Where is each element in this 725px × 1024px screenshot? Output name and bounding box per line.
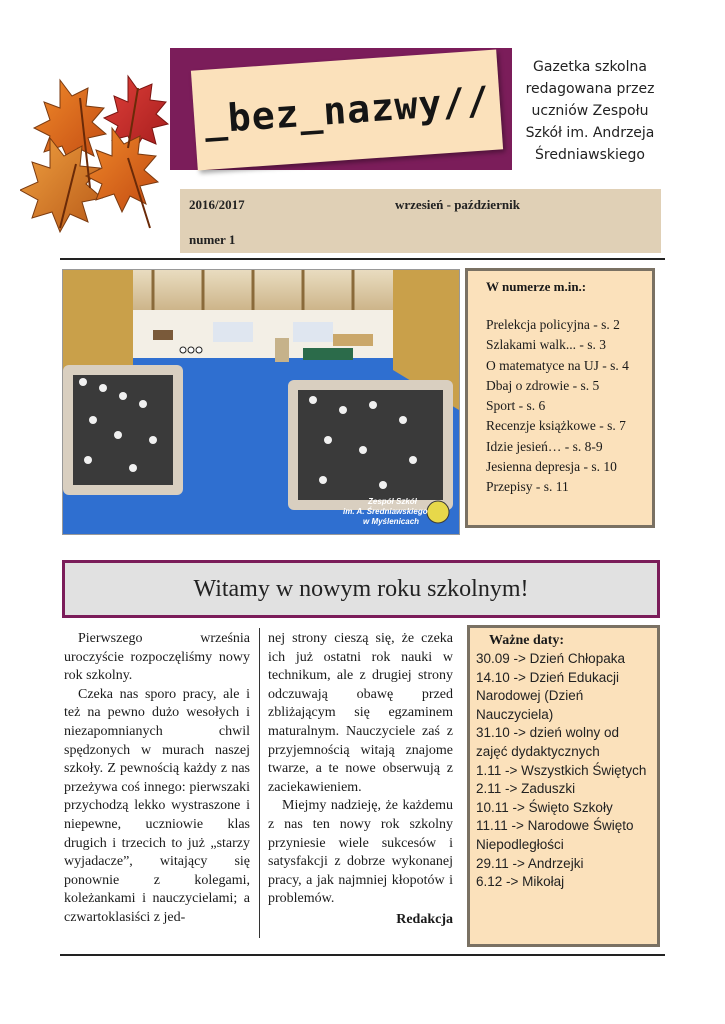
- assembly-photo: [62, 269, 460, 535]
- issue-number: numer 1: [189, 232, 236, 247]
- column-divider: [259, 628, 260, 938]
- photo-watermark-line2: im. A. Średniawskiego: [343, 507, 428, 516]
- contents-item: Jesienna depresja - s. 10: [486, 459, 617, 475]
- date-item: 1.11 -> Wszystkich Świętych: [476, 762, 647, 778]
- date-item: 29.11 -> Andrzejki: [476, 855, 584, 871]
- divider-rule: [60, 258, 665, 260]
- autumn-leaves-logo: [20, 68, 180, 238]
- photo-watermark-line1: Zespół Szkół: [368, 497, 417, 506]
- article-paragraph: Czeka nas sporo pracy, ale i też na pewno dużo wesołych i niezapomnianych chwil spędzonych w murach naszej szkoły. Z pewnością każdy z nas przeżywa coś innego: pierwszaki przychodzą lekko wystraszone i niepewne, uczniowie klas drugich i trzecich to już „starzy wyjadacze”, witający się ponownie z kolegami, koleżankami i nauczycielami; a czwartoklasiści z jed-: [64, 686, 250, 925]
- newspaper-title: _bez_nazwy//: [202, 78, 492, 142]
- date-item: 30.09 -> Dzień Chłopaka: [476, 651, 625, 666]
- contents-box: [465, 268, 655, 528]
- article-headline: Witamy w nowym roku szkolnym!: [193, 575, 529, 602]
- newspaper-tagline: Gazetka szkolna redagowana przez uczniów Zespołu Szkół im. Andrzeja Średniawskiego: [525, 59, 655, 163]
- article-column-2: [268, 630, 453, 930]
- dates-title: Ważne daty:: [489, 633, 565, 648]
- date-item: 6.12 -> Mikołaj: [476, 874, 565, 890]
- date-item: 11.11 -> Narodowe Święto Niepodległości: [476, 818, 634, 852]
- date-item: 10.11 -> Święto Szkoły: [476, 799, 613, 815]
- headline-banner: [62, 560, 660, 618]
- contents-item: Dbaj o zdrowie - s. 5: [486, 377, 600, 393]
- article-signature: Redakcja: [396, 911, 453, 927]
- issue-months: wrzesień - październik: [395, 197, 520, 212]
- masthead-card: [191, 49, 503, 170]
- contents-item: Sport - s. 6: [486, 398, 546, 414]
- date-item: 2.11 -> Zaduszki: [476, 781, 576, 797]
- photo-watermark-line3: w Myślenicach: [363, 517, 420, 526]
- contents-title: W numerze m.in.:: [486, 279, 587, 294]
- date-item: 31.10 -> dzień wolny od zajęć dydaktycznych: [476, 725, 619, 759]
- contents-list: [486, 315, 642, 498]
- article-paragraph: Miejmy nadzieję, że każdemu z nas ten nowy rok szkolny przyniesie wiele sukcesów i satysfakcji z dobrze wykonanej pracy, a jak najmniej kłopotów i problemów.: [268, 798, 453, 907]
- contents-item: Szlakami walk... - s. 3: [486, 337, 606, 353]
- article-paragraph: nej strony cieszą się, że czeka ich już ostatni rok nauki w technikum, ale z drugiej strony odczuwają obawę przed zbliżającym się egzaminem maturalnym. Nauczyciele zaś z przyjemnością witają znajome twarze, a te nowe obserwują z zaciekawieniem.: [268, 631, 453, 795]
- contents-item: O matematyce na UJ - s. 4: [486, 357, 629, 373]
- divider-rule: [60, 954, 665, 956]
- contents-item: Recenzje książkowe - s. 7: [486, 418, 626, 434]
- date-item: 14.10 -> Dzień Edukacji Narodowej (Dzień Nauczyciela): [476, 669, 619, 722]
- dates-list: [476, 650, 651, 892]
- contents-item: Idzie jesień… - s. 8-9: [486, 438, 603, 454]
- school-year: 2016/2017: [189, 197, 245, 212]
- important-dates-box: [467, 625, 660, 947]
- article-column-1: [64, 630, 250, 928]
- contents-item: Prelekcja policyjna - s. 2: [486, 317, 620, 332]
- contents-item: Przepisy - s. 11: [486, 479, 569, 495]
- article-paragraph: Pierwszego września uroczyście rozpoczęliśmy nowy rok szkolny.: [64, 631, 250, 684]
